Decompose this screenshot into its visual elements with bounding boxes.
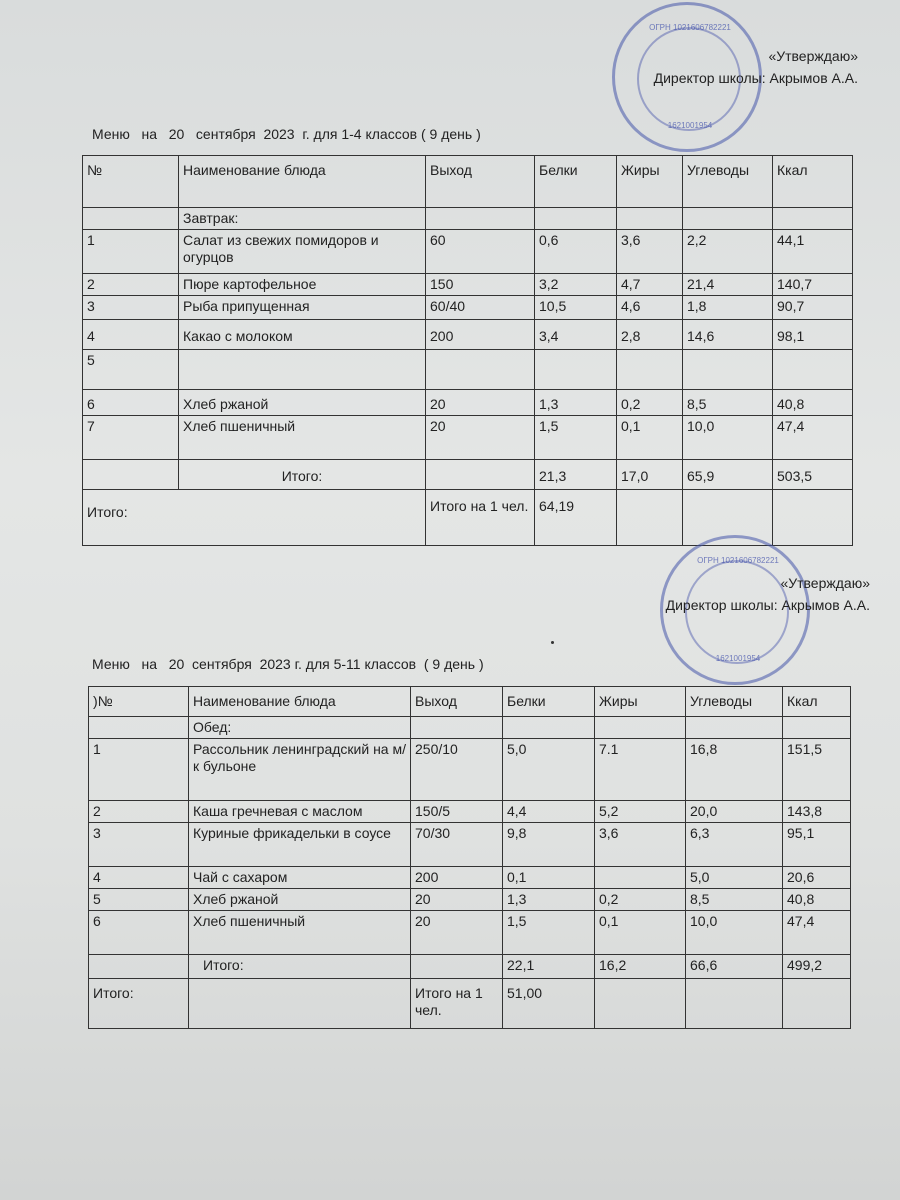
header-carbs: Углеводы [683, 156, 773, 208]
total-row [83, 460, 853, 490]
per-person-value: 64,19 [535, 490, 617, 546]
cell-proteins: 0,6 [535, 230, 617, 274]
cell-kcal: 40,8 [773, 390, 853, 416]
cell-carbs: 5,0 [686, 867, 783, 889]
approval-title: «Утверждаю» [768, 48, 858, 64]
total-label: Итого: [189, 955, 411, 979]
cell-dish [179, 350, 426, 390]
cell-portion: 60/40 [426, 296, 535, 320]
cell-fats [617, 350, 683, 390]
approval-block-bottom [666, 575, 870, 613]
approval-signatory: Директор школы: Акрымов А.А. [653, 70, 858, 86]
cell-number: 5 [89, 889, 189, 911]
cell-proteins: 5,0 [503, 739, 595, 801]
cell-number: 2 [89, 801, 189, 823]
table-header-row [89, 687, 851, 717]
table-row [89, 739, 851, 801]
header-dish: Наименование блюда [189, 687, 411, 717]
cell-fats: 2,8 [617, 320, 683, 350]
cell-number: 3 [89, 823, 189, 867]
stamp-number: ОГРН 1021606782221 [697, 556, 779, 565]
cell-number: 1 [89, 739, 189, 801]
cell-kcal: 44,1 [773, 230, 853, 274]
cell-fats: 5,2 [595, 801, 686, 823]
cell-number: 2 [83, 274, 179, 296]
cell-portion: 150/5 [411, 801, 503, 823]
table-row [89, 823, 851, 867]
header-kcal: Ккал [783, 687, 851, 717]
table-row [83, 230, 853, 274]
cell-carbs: 1,8 [683, 296, 773, 320]
total-proteins: 22,1 [503, 955, 595, 979]
approval-title: «Утверждаю» [780, 575, 870, 591]
cell-portion [426, 350, 535, 390]
cell-carbs: 8,5 [683, 390, 773, 416]
total-kcal: 499,2 [783, 955, 851, 979]
cell-proteins: 10,5 [535, 296, 617, 320]
total-label: Итого: [179, 460, 426, 490]
cell-kcal: 20,6 [783, 867, 851, 889]
cell-kcal: 40,8 [783, 889, 851, 911]
total-proteins: 21,3 [535, 460, 617, 490]
header-carbs: Углеводы [686, 687, 783, 717]
cell-dish: Хлеб ржаной [189, 889, 411, 911]
cell-proteins: 1,3 [535, 390, 617, 416]
header-kcal: Ккал [773, 156, 853, 208]
cell-proteins: 1,5 [535, 416, 617, 460]
cell-kcal: 98,1 [773, 320, 853, 350]
cell-number: 5 [83, 350, 179, 390]
cell-kcal: 95,1 [783, 823, 851, 867]
cell-dish: Каша гречневая с маслом [189, 801, 411, 823]
header-proteins: Белки [535, 156, 617, 208]
cell-dish: Рыба припущенная [179, 296, 426, 320]
cell-proteins: 1,3 [503, 889, 595, 911]
per-person-value: 51,00 [503, 979, 595, 1029]
cell-portion: 20 [426, 416, 535, 460]
cell-dish: Чай с сахаром [189, 867, 411, 889]
cell-fats: 3,6 [617, 230, 683, 274]
cell-proteins: 4,4 [503, 801, 595, 823]
cell-proteins [535, 350, 617, 390]
cell-fats: 0,2 [617, 390, 683, 416]
cell-dish: Рассольник ленинградский на м/к бульоне [189, 739, 411, 801]
cell-portion: 250/10 [411, 739, 503, 801]
table-row [83, 390, 853, 416]
cell-dish: Хлеб пшеничный [189, 911, 411, 955]
cell-fats [595, 867, 686, 889]
menu-title-primary: Меню на 20 сентября 2023 г. для 1-4 классов ( 9 день ) [92, 126, 481, 142]
cell-number: 4 [83, 320, 179, 350]
section-label: Обед: [189, 717, 411, 739]
menu-table-secondary [88, 686, 851, 1029]
cell-carbs: 10,0 [686, 911, 783, 955]
cell-carbs: 16,8 [686, 739, 783, 801]
table-row [89, 801, 851, 823]
cell-fats: 4,6 [617, 296, 683, 320]
header-number: )№ [89, 687, 189, 717]
cell-portion: 60 [426, 230, 535, 274]
table-row [89, 867, 851, 889]
table-row [83, 274, 853, 296]
table-row [89, 889, 851, 911]
cell-portion: 20 [426, 390, 535, 416]
per-person-label: Итого на 1 чел. [411, 979, 503, 1029]
cell-number: 1 [83, 230, 179, 274]
stamp-number-bottom: 1621001954 [667, 121, 713, 130]
header-portion: Выход [411, 687, 503, 717]
footer-label: Итого: [83, 490, 426, 546]
cell-proteins: 3,4 [535, 320, 617, 350]
cell-number: 3 [83, 296, 179, 320]
table-row [83, 416, 853, 460]
cell-proteins: 3,2 [535, 274, 617, 296]
table-row [83, 350, 853, 390]
cell-fats: 0,1 [617, 416, 683, 460]
total-kcal: 503,5 [773, 460, 853, 490]
cell-number: 7 [83, 416, 179, 460]
table-row [89, 911, 851, 955]
header-number: № [83, 156, 179, 208]
header-dish: Наименование блюда [179, 156, 426, 208]
cell-kcal: 47,4 [773, 416, 853, 460]
cell-kcal: 140,7 [773, 274, 853, 296]
cell-portion: 20 [411, 889, 503, 911]
table-header-row [83, 156, 853, 208]
table-row [83, 296, 853, 320]
total-fats: 17,0 [617, 460, 683, 490]
per-person-row [89, 979, 851, 1029]
stamp-number-bottom: 1621001954 [715, 654, 761, 663]
cell-number: 4 [89, 867, 189, 889]
cell-portion: 70/30 [411, 823, 503, 867]
total-carbs: 65,9 [683, 460, 773, 490]
cell-proteins: 0,1 [503, 867, 595, 889]
header-fats: Жиры [617, 156, 683, 208]
table-row [83, 320, 853, 350]
approval-block-top [654, 48, 858, 86]
cell-dish: Куриные фрикадельки в соусе [189, 823, 411, 867]
cell-dish: Салат из свежих помидоров и огурцов [179, 230, 426, 274]
per-person-label: Итого на 1 чел. [426, 490, 535, 546]
cell-carbs: 20,0 [686, 801, 783, 823]
menu-table-primary [82, 155, 853, 546]
cell-kcal: 90,7 [773, 296, 853, 320]
cell-fats: 4,7 [617, 274, 683, 296]
cell-proteins: 1,5 [503, 911, 595, 955]
cell-fats: 7.1 [595, 739, 686, 801]
cell-fats: 0,2 [595, 889, 686, 911]
cell-dish: Хлеб пшеничный [179, 416, 426, 460]
cell-number: 6 [83, 390, 179, 416]
approval-signatory: Директор школы: Акрымов А.А. [665, 597, 870, 613]
section-label: Завтрак: [179, 208, 426, 230]
cell-portion: 200 [411, 867, 503, 889]
cell-dish: Какао с молоком [179, 320, 426, 350]
cell-dish: Хлеб ржаной [179, 390, 426, 416]
header-fats: Жиры [595, 687, 686, 717]
cell-portion: 200 [426, 320, 535, 350]
cell-carbs: 6,3 [686, 823, 783, 867]
cell-carbs: 2,2 [683, 230, 773, 274]
cell-carbs: 8,5 [686, 889, 783, 911]
total-fats: 16,2 [595, 955, 686, 979]
cell-kcal: 143,8 [783, 801, 851, 823]
cell-portion: 20 [411, 911, 503, 955]
ink-dot [551, 641, 554, 644]
cell-portion: 150 [426, 274, 535, 296]
total-row [89, 955, 851, 979]
cell-fats: 3,6 [595, 823, 686, 867]
section-row [89, 717, 851, 739]
header-portion: Выход [426, 156, 535, 208]
section-row [83, 208, 853, 230]
cell-carbs: 21,4 [683, 274, 773, 296]
cell-number: 6 [89, 911, 189, 955]
cell-carbs: 10,0 [683, 416, 773, 460]
cell-fats: 0,1 [595, 911, 686, 955]
cell-kcal: 47,4 [783, 911, 851, 955]
cell-kcal [773, 350, 853, 390]
cell-dish: Пюре картофельное [179, 274, 426, 296]
cell-carbs [683, 350, 773, 390]
cell-kcal: 151,5 [783, 739, 851, 801]
footer-label: Итого: [89, 979, 189, 1029]
total-carbs: 66,6 [686, 955, 783, 979]
menu-title-secondary: Меню на 20 сентября 2023 г. для 5-11 классов ( 9 день ) [92, 656, 484, 672]
header-proteins: Белки [503, 687, 595, 717]
stamp-number: ОГРН 1021606782221 [649, 23, 731, 32]
cell-carbs: 14,6 [683, 320, 773, 350]
cell-proteins: 9,8 [503, 823, 595, 867]
